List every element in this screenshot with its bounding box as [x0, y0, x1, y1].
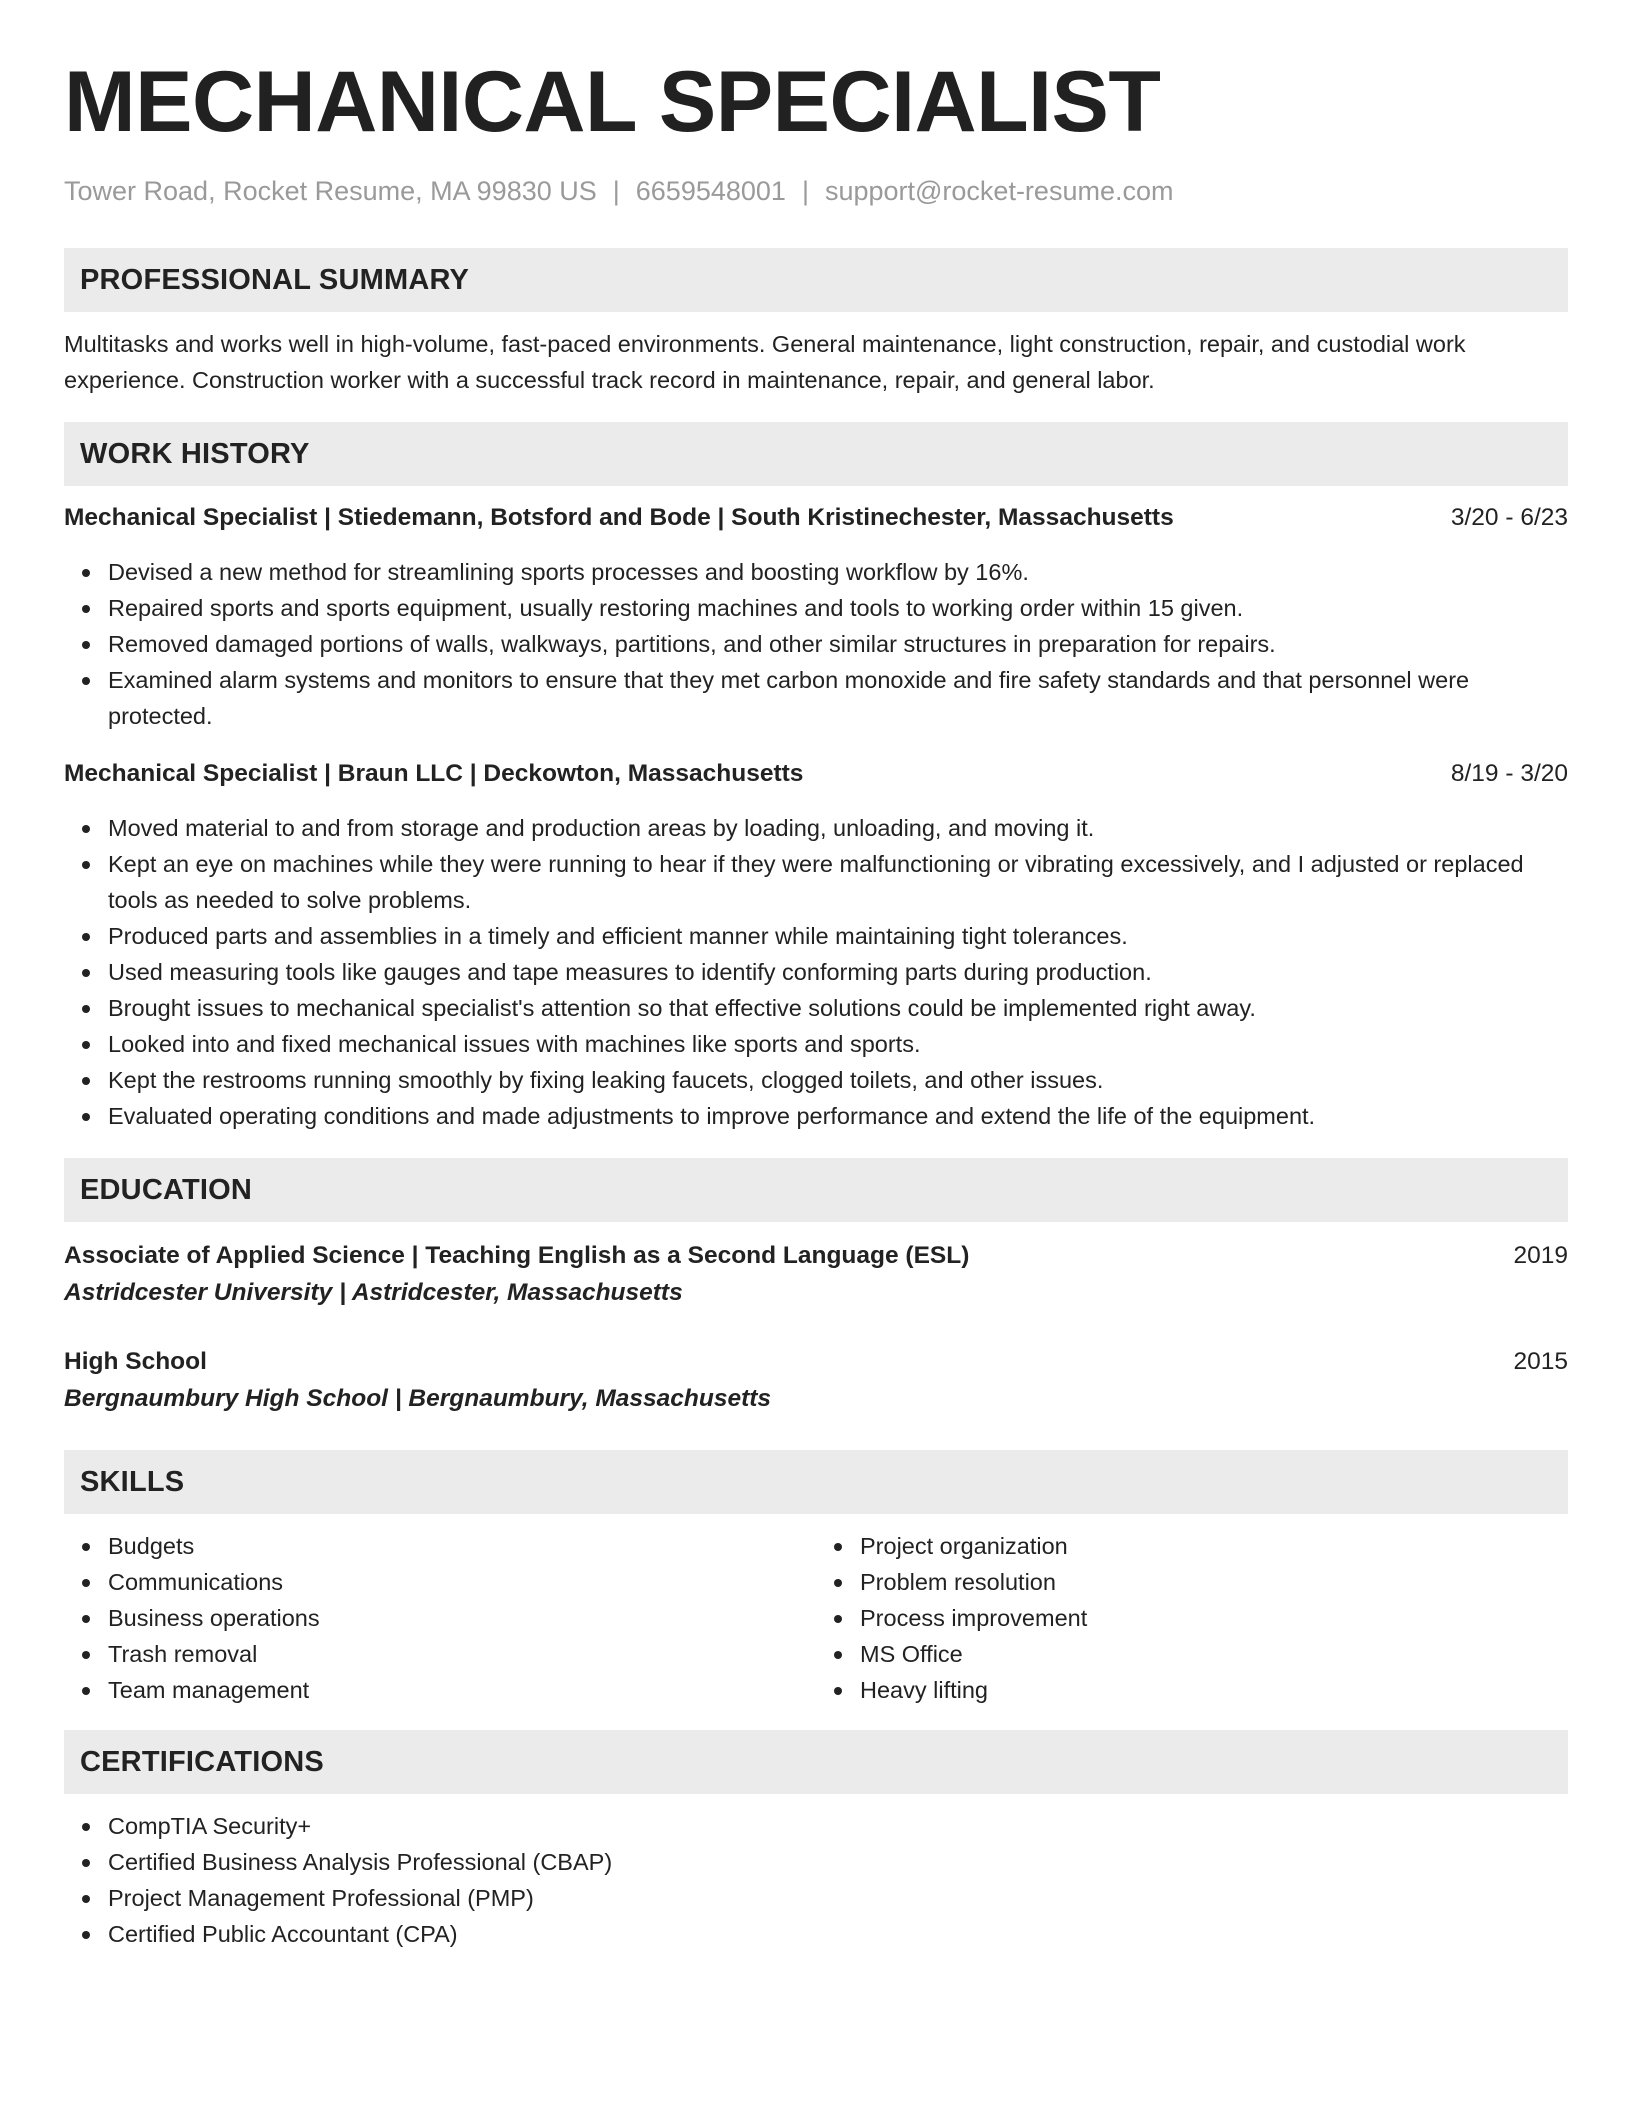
- job-dates: 8/19 - 3/20: [1450, 760, 1568, 787]
- skill-item: Project organization: [860, 1528, 1568, 1564]
- job-bullet: Repaired sports and sports equipment, usually restoring machines and tools to working order within 15 given.: [108, 590, 1568, 626]
- contact-separator: |: [801, 176, 809, 206]
- education-year: 2015: [1513, 1348, 1568, 1375]
- section-heading-certifications: CERTIFICATIONS: [64, 1730, 1568, 1794]
- skill-item: Process improvement: [860, 1600, 1568, 1636]
- job-bullet: Looked into and fixed mechanical issues with machines like sports and sports.: [108, 1026, 1568, 1062]
- certification-item: Project Management Professional (PMP): [108, 1880, 1568, 1916]
- skills-grid: [64, 1528, 1568, 1708]
- section-heading-work-history: WORK HISTORY: [64, 422, 1568, 486]
- candidate-name: MECHANICAL SPECIALIST: [64, 54, 1161, 150]
- job-dates: 3/20 - 6/23: [1450, 504, 1568, 531]
- job-bullet: Evaluated operating conditions and made adjustments to improve performance and extend the life of the equipment.: [108, 1098, 1568, 1134]
- education-school: Astridcester University | Astridcester, Massachusetts: [64, 1279, 683, 1306]
- contact-separator: |: [612, 176, 620, 206]
- job-bullet: Brought issues to mechanical specialist's attention so that effective solutions could be implemented right away.: [108, 990, 1568, 1026]
- education-entry: [64, 1238, 1568, 1312]
- certification-item: CompTIA Security+: [108, 1808, 1568, 1844]
- education-header: [64, 1344, 1568, 1380]
- skill-item: Heavy lifting: [860, 1672, 1568, 1708]
- skills-list-left: [64, 1528, 816, 1708]
- education-degree: Associate of Applied Science | Teaching English as a Second Language (ESL): [64, 1242, 970, 1269]
- education-entry: [64, 1344, 1568, 1418]
- job-header: [64, 500, 1568, 536]
- job-bullet: Kept an eye on machines while they were running to hear if they were malfunctioning or vibrating excessively, and I adjusted or replaced tools as needed to solve problems.: [108, 846, 1568, 918]
- education-year: 2019: [1513, 1242, 1568, 1269]
- education-school: Bergnaumbury High School | Bergnaumbury, Massachusetts: [64, 1385, 772, 1412]
- job-bullet: Kept the restrooms running smoothly by fixing leaking faucets, clogged toilets, and other issues.: [108, 1062, 1568, 1098]
- job-bullets: [64, 554, 1568, 734]
- job-title: Mechanical Specialist | Stiedemann, Botsford and Bode | South Kristinechester, Massachusetts: [64, 504, 1174, 531]
- contact-email: support@rocket-resume.com: [824, 176, 1174, 206]
- job-bullets: [64, 810, 1568, 1134]
- skill-item: Problem resolution: [860, 1564, 1568, 1600]
- job-bullet: Examined alarm systems and monitors to ensure that they met carbon monoxide and fire safety standards and that personnel were protected.: [108, 662, 1568, 734]
- skill-item: Team management: [108, 1672, 816, 1708]
- job-bullet: Used measuring tools like gauges and tape measures to identify conforming parts during production.: [108, 954, 1568, 990]
- contact-phone: 6659548001: [635, 176, 786, 206]
- job-title: Mechanical Specialist | Braun LLC | Deckowton, Massachusetts: [64, 760, 804, 787]
- job-bullet: Devised a new method for streamlining sports processes and boosting workflow by 16%.: [108, 554, 1568, 590]
- skills-list-right: [816, 1528, 1568, 1708]
- certification-item: Certified Business Analysis Professional (CBAP): [108, 1844, 1568, 1880]
- education-header: [64, 1238, 1568, 1274]
- contact-line: [64, 174, 1568, 208]
- education-degree: High School: [64, 1348, 207, 1375]
- skill-item: Business operations: [108, 1600, 816, 1636]
- skill-item: Trash removal: [108, 1636, 816, 1672]
- contact-address: Tower Road, Rocket Resume, MA 99830 US: [64, 176, 597, 206]
- job-entry: [64, 756, 1568, 1134]
- section-heading-skills: SKILLS: [64, 1450, 1568, 1514]
- skill-item: MS Office: [860, 1636, 1568, 1672]
- skill-item: Communications: [108, 1564, 816, 1600]
- skill-item: Budgets: [108, 1528, 816, 1564]
- job-entry: [64, 500, 1568, 734]
- summary-text: Multitasks and works well in high-volume, fast-paced environments. General maintenance, light construction, repair, and custodial work experience. Construction worker with a successful track record in maintenance, repair, and general labor.: [64, 331, 1466, 393]
- section-heading-education: EDUCATION: [64, 1158, 1568, 1222]
- job-bullet: Removed damaged portions of walls, walkways, partitions, and other similar structures in preparation for repairs.: [108, 626, 1568, 662]
- certifications-list: [64, 1808, 1568, 1952]
- certification-item: Certified Public Accountant (CPA): [108, 1916, 1568, 1952]
- section-heading-summary: PROFESSIONAL SUMMARY: [64, 248, 1568, 312]
- job-bullet: Moved material to and from storage and production areas by loading, unloading, and moving it.: [108, 810, 1568, 846]
- job-header: [64, 756, 1568, 792]
- job-bullet: Produced parts and assemblies in a timely and efficient manner while maintaining tight tolerances.: [108, 918, 1568, 954]
